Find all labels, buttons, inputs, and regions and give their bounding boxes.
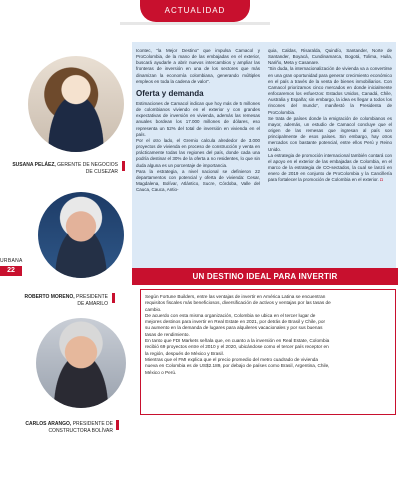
caption-roberto-moreno <box>20 294 108 307</box>
paragraph: Icontec, “la Mejor Destino” que impulsa Camacol y ProColombia, de la mano de las embajadas en el exterior, buscará ayudarle a abrir nuevos intercambios y ampliar las fronteras de inversión en una de los sectores que más dinamizan la economía colombiana, generando múltiples empleos en toda la cadena de valor”. <box>136 48 260 84</box>
paragraph: Por el otro lado, el Gremio calcula alrededor de 3.000 proyectos de vivienda en proceso de construcción y venta en prácticamente todas las regiones del país, donde cada una podría destinar el 30% de la oferta a no residentes, lo que sin duda alguna es un porcentaje de importancia. <box>136 137 260 168</box>
paragraph: Para la estrategia, a nivel nacional se definieron 22 departamentos con potencial y oferta de vivienda: Cesar, Magdalena, Bolívar, Atlántico, Sucre, Córdoba, Valle del Cauca, Cauca, Antio- <box>136 168 260 193</box>
end-mark-icon: ◘ <box>380 177 383 183</box>
paragraph-last <box>268 153 392 184</box>
portrait-image <box>38 192 124 278</box>
banner-title: UN DESTINO IDEAL PARA INVERTIR <box>192 272 338 281</box>
article-panel <box>132 42 396 268</box>
paragraph: Según Fortune Builders, entre las ventajas de invertir en América Latina se encuentran requisitos fiscales más beneficiosos, diversificación de activos y ventajas por las tasas de cambio. <box>145 294 331 312</box>
caption-name: SUSANA PELÁEZ, <box>12 162 56 168</box>
paragraph: En tanto que FDI Markets señala que, en cuanto a la inversión en Real Estate, Colombia recibió 69 proyectos entre el 2010 y el 2020, ubicándose como el tercer país receptor en la región, después de México y Brasil. <box>145 338 330 356</box>
page-number: 22 <box>0 266 22 276</box>
section-tab <box>140 0 250 22</box>
sidebar-box-text <box>145 294 331 376</box>
paragraph: La estrategia de promoción internacional también contará con el apoyo en el exterior de las embajadas de Colombia, en el marco de la estrategia de CO-sectados, la cual se lanzó en enero de 2019 en conjunto de ProColombia y la Cancillería para fortalecer la promoción de Colombia en el exterior. <box>268 152 392 183</box>
paragraph: Estimaciones de Camacol indican que hoy más de 5 millones de colombianos viviendo en el exterior y con grandes expectativas de inversión en vivienda, además las remesas anuales bordean los 17.000 millones de dólares, eso representa un 52% del total de inversión en vivienda en el país. <box>136 100 260 137</box>
paragraph: quia, Caldas, Risaralda, Quindío, Santander, Norte de Santander, Boyacá, Cundinamarca, Bogotá, Tolima, Huila, Nariño, Meta y Casanare. <box>268 48 392 66</box>
paragraph: Se trata de países donde la emigración de colombianos es mayor, además, un estudio de Camacol concluye que el origen de las remesas que ingresan al país son principalmente de esos países. Sin embargo, hay otros mercados con bastante potencial, entre ellos Perú y Reino Unido. <box>268 115 392 152</box>
paragraph: “Sin duda, la internacionalización de vivienda va a convertirse en una gran oportunidad para generar crecimiento económico en el país a través de la venta de bienes inmobiliarios. Con Camacol priorizamos cinco mercados en donde inicialmente enfocaremos los esfuerzos: Estados Unidos, Canadá, Chile, Australia y España; sin embargo, la idea es llegar a todos los rincones del mundo”, manifestó la Presidenta de ProColombia. <box>268 66 392 115</box>
paragraph: Mientras que el FMI explica que el precio promedio del metro cuadrado de vivienda nueva en Colombia es de US$2.189, por debajo de países como Brasil, Argentina, Chile, México o Perú. <box>145 356 330 375</box>
caption-accent-bar <box>116 420 119 430</box>
caption-role: PRESIDENTE DE AMARILO <box>76 294 108 307</box>
sidebar-banner <box>132 268 398 285</box>
photo-susana-pelaez <box>28 56 124 152</box>
subheading: Oferta y demanda <box>136 88 204 98</box>
caption-accent-bar <box>112 293 115 303</box>
caption-role: PRESIDENTE DE CONSTRUCTORA BOLÍVAR <box>48 421 113 434</box>
paragraph: De acuerdo con esta misma organización, Colombia se ubica en el tercer lugar de mejores destinos para invertir en Real Estate en 2021, por detrás de Brasil y Chile, por su aumento en la demanda de lugares para alquileres vacacionales y por sus buenas tasas de rendimiento. <box>145 312 326 337</box>
section-label: URBANA <box>0 258 23 264</box>
caption-name: ROBERTO MORENO, <box>24 294 75 300</box>
caption-name: CARLOS ARANGO, <box>25 421 72 427</box>
sidebar-box <box>140 289 396 415</box>
caption-carlos-arango <box>8 421 113 434</box>
caption-accent-bar <box>122 161 125 171</box>
caption-role: GERENTE DE NEGOCIOS DE CUSEZAR <box>57 162 118 175</box>
section-tab-label: ACTUALIDAD <box>164 6 226 15</box>
tab-shadow <box>120 22 270 25</box>
caption-susana-pelaez <box>10 162 118 175</box>
article-column-2 <box>268 48 392 183</box>
photo-roberto-moreno <box>38 192 124 278</box>
article-column-1 <box>136 48 260 193</box>
portrait-image <box>28 56 124 152</box>
photo-carlos-arango <box>36 318 126 408</box>
portrait-image <box>36 318 126 408</box>
